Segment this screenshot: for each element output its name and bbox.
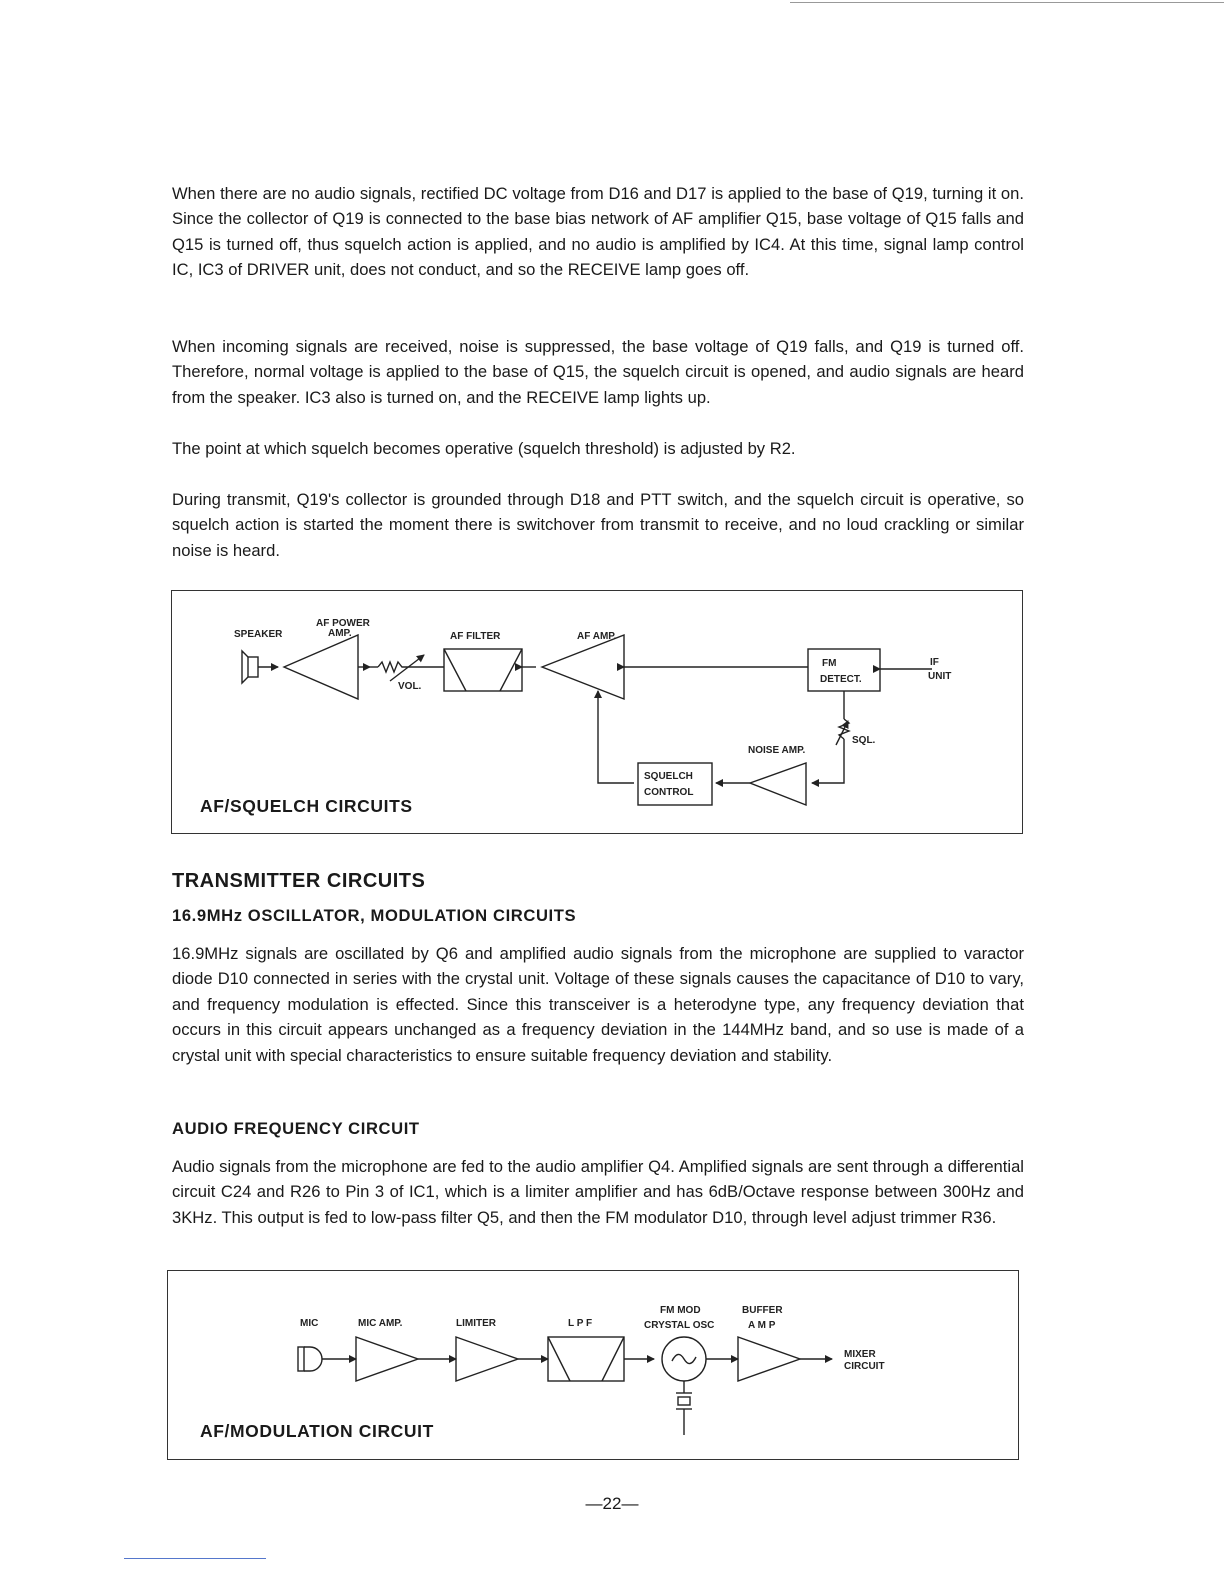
squelch-control-block bbox=[638, 763, 712, 805]
af-modulation-diagram bbox=[167, 1270, 1019, 1460]
page-number: —22— bbox=[585, 1494, 639, 1513]
mic-amp-triangle bbox=[356, 1337, 418, 1381]
label-buffer-1: BUFFER bbox=[742, 1305, 783, 1316]
label-squelch-1: SQUELCH bbox=[644, 771, 693, 782]
label-if-unit-1: IF bbox=[930, 657, 939, 668]
label-mixer-2: CIRCUIT bbox=[844, 1361, 885, 1372]
label-noise-amp: NOISE AMP. bbox=[748, 745, 806, 756]
subsection1-text: 16.9MHz signals are oscillated by Q6 and amplified audio signals from the microphone are supplied to varactor diode D10 connected in series with the crystal unit. Voltage of these signals causes the capacitance of D10 to vary, and frequency modulation is effected. Since this transceiver is a heterodyne type, any frequency deviation that occurs in this circuit appears unchanged as a frequency deviation in the 144MHz band, and so use is made of a crystal unit with special characteristics to ensure suitable frequency deviation and stability. bbox=[172, 944, 1024, 1065]
subsection2-title: AUDIO FREQUENCY CIRCUIT bbox=[172, 1119, 420, 1138]
mic-icon bbox=[298, 1347, 322, 1371]
label-vol: VOL. bbox=[398, 681, 422, 692]
paragraph-4: During transmit, Q19's collector is grounded through D18 and PTT switch, and the squelch circuit is operative, so squelch action is started the moment there is switchover from transmit to receive, and no loud crackling or similar noise is heard. bbox=[172, 490, 1024, 560]
af-power-amp-triangle bbox=[284, 635, 358, 699]
label-fm-detect-1: FM bbox=[822, 658, 837, 669]
figure2-caption: AF/MODULATION CIRCUIT bbox=[200, 1421, 434, 1441]
label-sql: SQL. bbox=[852, 735, 876, 746]
limiter-triangle bbox=[456, 1337, 518, 1381]
label-af-power-2: AMP. bbox=[328, 628, 352, 639]
label-if-unit-2: UNIT bbox=[928, 671, 952, 682]
label-squelch-2: CONTROL bbox=[644, 787, 694, 798]
top-edge-line bbox=[790, 2, 1224, 3]
label-af-power-1: AF POWER bbox=[316, 618, 370, 629]
paragraph-3: The point at which squelch becomes operative (squelch threshold) is adjusted by R2. bbox=[172, 439, 796, 458]
bottom-edge-line bbox=[124, 1558, 266, 1559]
lpf-block bbox=[548, 1337, 624, 1381]
figure1-caption: AF/SQUELCH CIRCUITS bbox=[200, 796, 413, 816]
subsection2-text: Audio signals from the microphone are fed to the audio amplifier Q4. Amplified signals are sent through a differential circuit C24 and R26 to Pin 3 of IC1, which is a limiter amplifier and has 6dB/Octave response between 300Hz and 3KHz. This output is fed to low-pass filter Q5, and then the FM modulator D10, through level adjust trimmer R36. bbox=[172, 1157, 1024, 1227]
paragraph-2: When incoming signals are received, noise is suppressed, the base voltage of Q19 falls, and Q19 is turned off. Therefore, normal voltage is applied to the base of Q15, the squelch circuit is opened, and audio signals are heard from the speaker. IC3 also is turned on, and the RECEIVE lamp lights up. bbox=[172, 337, 1024, 407]
label-lpf: L P F bbox=[568, 1318, 593, 1329]
label-fm-mod-2: CRYSTAL OSC bbox=[644, 1320, 715, 1331]
label-af-amp: AF AMP. bbox=[577, 631, 617, 642]
paragraph-1: When there are no audio signals, rectified DC voltage from D16 and D17 is applied to the base of Q19, turning it on. Since the collector of Q19 is connected to the base bias network of AF amplifier Q15, base voltage of Q15 falls and Q15 is turned off, thus squelch action is applied, and no audio is amplified by IC4. At this time, signal lamp control IC, IC3 of DRIVER unit, does not conduct, and so the RECEIVE lamp goes off. bbox=[172, 184, 1024, 280]
volume-resistor-icon bbox=[378, 662, 422, 672]
label-mic-amp: MIC AMP. bbox=[358, 1318, 403, 1329]
crystal-unit-icon bbox=[678, 1397, 690, 1405]
label-mixer-1: MIXER bbox=[844, 1349, 876, 1360]
label-af-filter: AF FILTER bbox=[450, 631, 501, 642]
buffer-amp-triangle bbox=[738, 1337, 800, 1381]
label-buffer-2: A M P bbox=[748, 1320, 776, 1331]
section-title: TRANSMITTER CIRCUITS bbox=[172, 870, 426, 892]
label-fm-detect-2: DETECT. bbox=[820, 674, 862, 685]
sine-wave-icon bbox=[672, 1354, 696, 1363]
af-amp-triangle bbox=[542, 635, 624, 699]
noise-amp-triangle bbox=[750, 763, 806, 805]
label-limiter: LIMITER bbox=[456, 1318, 496, 1329]
af-squelch-diagram bbox=[171, 590, 1023, 834]
label-fm-mod-1: FM MOD bbox=[660, 1305, 701, 1316]
label-speaker: SPEAKER bbox=[234, 629, 283, 640]
af-filter-block bbox=[444, 649, 522, 691]
subsection1-title: 16.9MHz OSCILLATOR, MODULATION CIRCUITS bbox=[172, 906, 577, 925]
label-mic: MIC bbox=[300, 1318, 319, 1329]
speaker-icon bbox=[242, 651, 258, 683]
